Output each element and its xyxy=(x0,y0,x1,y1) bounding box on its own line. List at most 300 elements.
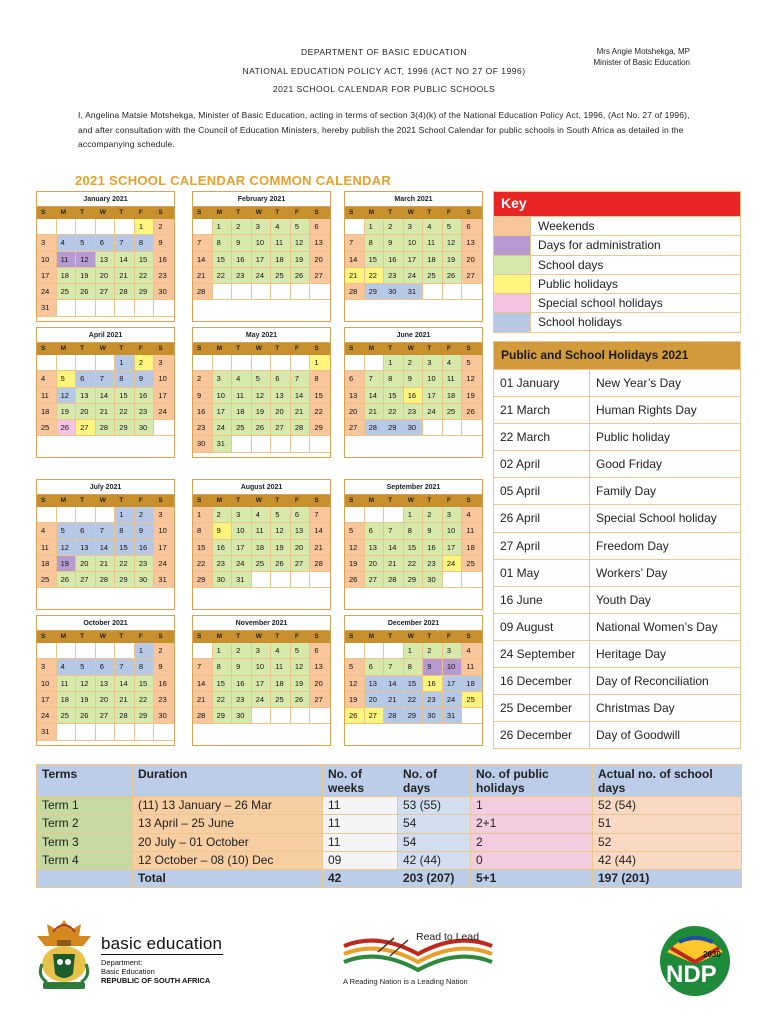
ndp-text: NDP xyxy=(666,961,717,988)
weekday-letter: T xyxy=(427,345,432,352)
month-calendar xyxy=(344,327,483,458)
weekday-letter: S xyxy=(197,345,202,352)
weekday-letter: T xyxy=(275,633,280,640)
weekday-letter: S xyxy=(314,345,319,352)
day-cell: 2 xyxy=(384,219,404,235)
day-cell: 15 xyxy=(135,676,155,692)
weekday-letter: T xyxy=(388,209,393,216)
key-item xyxy=(494,255,740,274)
day-cell: 23 xyxy=(135,556,155,572)
day-cell: 23 xyxy=(232,268,252,284)
term-public-holidays: 2+1 xyxy=(471,815,593,833)
holiday-row xyxy=(494,667,740,694)
holiday-name: Public holiday xyxy=(596,430,671,445)
dbe-divider xyxy=(101,954,223,955)
empty-day-cell xyxy=(443,420,463,436)
weekday-letter: T xyxy=(236,345,241,352)
day-cell: 8 xyxy=(404,523,424,539)
day-cell: 28 xyxy=(115,284,135,300)
empty-day-cell xyxy=(271,436,291,452)
day-cell: 18 xyxy=(57,692,77,708)
day-grid xyxy=(37,355,174,436)
month-calendar xyxy=(192,479,331,610)
day-cell: 4 xyxy=(57,659,77,675)
day-cell: 10 xyxy=(443,659,463,675)
day-cell: 2 xyxy=(404,355,424,371)
day-cell: 17 xyxy=(37,268,57,284)
day-cell: 3 xyxy=(232,507,252,523)
terms-header-holidays: No. of public holidays xyxy=(471,765,593,797)
weekday-letter: S xyxy=(41,209,46,216)
day-cell: 8 xyxy=(115,523,135,539)
empty-day-cell xyxy=(232,284,252,300)
empty-day-cell xyxy=(291,355,311,371)
holiday-name: Youth Day xyxy=(596,592,651,607)
term-public-holidays: 1 xyxy=(471,797,593,815)
day-cell: 30 xyxy=(384,284,404,300)
day-cell: 27 xyxy=(365,572,385,588)
key-swatch xyxy=(494,313,531,331)
key-swatch xyxy=(494,236,531,254)
day-cell: 17 xyxy=(423,388,443,404)
day-cell: 14 xyxy=(310,523,330,539)
empty-day-cell xyxy=(271,572,291,588)
day-cell: 28 xyxy=(193,708,213,724)
weekday-letter: T xyxy=(80,633,85,640)
day-cell: 19 xyxy=(57,556,77,572)
month-title: December 2021 xyxy=(345,616,482,631)
holiday-name: Human Rights Day xyxy=(596,403,697,418)
day-cell: 26 xyxy=(345,708,365,724)
day-cell: 14 xyxy=(115,676,135,692)
day-cell: 28 xyxy=(310,556,330,572)
empty-day-cell xyxy=(384,643,404,659)
empty-day-cell xyxy=(345,643,365,659)
day-cell: 20 xyxy=(291,540,311,556)
holiday-date: 01 May xyxy=(494,560,590,586)
day-cell: 15 xyxy=(404,676,424,692)
day-cell: 28 xyxy=(193,284,213,300)
day-cell: 2 xyxy=(213,507,233,523)
day-cell: 18 xyxy=(423,252,443,268)
day-cell: 27 xyxy=(310,268,330,284)
day-cell: 15 xyxy=(115,388,135,404)
weekday-letter: W xyxy=(99,633,106,640)
holiday-row xyxy=(494,586,740,613)
weekday-letter: T xyxy=(388,633,393,640)
day-cell: 19 xyxy=(443,252,463,268)
header-department: DEPARTMENT OF BASIC EDUCATION xyxy=(301,47,467,57)
day-cell: 2 xyxy=(193,371,213,387)
holiday-name: Workers’ Day xyxy=(596,565,668,580)
weekday-letter: T xyxy=(236,209,241,216)
holiday-name: Day of Reconciliation xyxy=(596,674,709,689)
key-label: Special school holidays xyxy=(538,296,663,311)
term-row xyxy=(37,833,742,851)
day-cell: 28 xyxy=(291,420,311,436)
day-cell: 14 xyxy=(193,252,213,268)
day-cell: 23 xyxy=(213,556,233,572)
empty-day-cell xyxy=(310,284,330,300)
day-cell: 7 xyxy=(193,659,213,675)
day-cell: 17 xyxy=(154,388,174,404)
weekday-letter: F xyxy=(446,497,451,504)
empty-day-cell xyxy=(135,724,155,740)
day-cell: 16 xyxy=(213,540,233,556)
day-cell: 4 xyxy=(252,507,272,523)
term-duration: 13 April – 25 June xyxy=(133,815,323,833)
day-cell: 9 xyxy=(384,235,404,251)
empty-day-cell xyxy=(96,507,116,523)
month-calendar xyxy=(36,191,175,322)
day-cell: 16 xyxy=(193,404,213,420)
day-grid xyxy=(193,219,330,300)
day-cell: 17 xyxy=(252,252,272,268)
day-cell: 4 xyxy=(232,371,252,387)
day-cell: 27 xyxy=(96,708,116,724)
empty-day-cell xyxy=(423,420,443,436)
day-cell: 23 xyxy=(232,692,252,708)
day-cell: 20 xyxy=(96,268,116,284)
day-grid xyxy=(37,643,174,741)
day-cell: 14 xyxy=(365,388,385,404)
day-grid xyxy=(37,507,174,588)
day-cell: 10 xyxy=(443,523,463,539)
day-cell: 14 xyxy=(384,676,404,692)
empty-day-cell xyxy=(384,507,404,523)
day-cell: 24 xyxy=(252,268,272,284)
weekday-letter: W xyxy=(255,209,262,216)
day-cell: 12 xyxy=(271,523,291,539)
day-cell: 27 xyxy=(310,692,330,708)
day-cell: 18 xyxy=(37,556,57,572)
day-cell: 11 xyxy=(252,523,272,539)
weekday-header xyxy=(193,343,330,355)
dbe-department xyxy=(101,958,155,976)
day-cell: 15 xyxy=(384,388,404,404)
day-cell: 14 xyxy=(384,540,404,556)
terms-header-term: Terms xyxy=(37,765,133,797)
weekday-letter: S xyxy=(466,209,471,216)
day-cell: 7 xyxy=(193,235,213,251)
holidays-list xyxy=(494,369,740,748)
empty-day-cell xyxy=(115,724,135,740)
day-cell: 15 xyxy=(193,540,213,556)
term-actual-days: 52 xyxy=(593,833,742,851)
day-cell: 24 xyxy=(423,404,443,420)
weekday-letter: F xyxy=(138,209,143,216)
day-cell: 6 xyxy=(76,371,96,387)
day-cell: 13 xyxy=(76,540,96,556)
day-cell: 8 xyxy=(384,371,404,387)
day-cell: 4 xyxy=(271,643,291,659)
empty-day-cell xyxy=(462,420,482,436)
term-weeks: 11 xyxy=(323,797,398,815)
day-cell: 28 xyxy=(96,420,116,436)
day-cell: 12 xyxy=(76,252,96,268)
day-cell: 4 xyxy=(37,523,57,539)
holiday-row xyxy=(494,613,740,640)
weekday-letter: F xyxy=(138,633,143,640)
total-blank xyxy=(37,870,133,888)
day-cell: 30 xyxy=(135,420,155,436)
day-cell: 4 xyxy=(462,507,482,523)
day-cell: 4 xyxy=(57,235,77,251)
day-cell: 20 xyxy=(345,404,365,420)
terms-header-row xyxy=(37,765,742,797)
empty-day-cell xyxy=(213,284,233,300)
holiday-date: 21 March xyxy=(494,397,590,423)
day-cell: 25 xyxy=(37,420,57,436)
weekday-letter: S xyxy=(314,497,319,504)
day-cell: 17 xyxy=(37,692,57,708)
weekday-letter: W xyxy=(407,633,414,640)
day-cell: 23 xyxy=(384,268,404,284)
day-cell: 18 xyxy=(37,404,57,420)
month-title: July 2021 xyxy=(37,480,174,495)
holiday-row xyxy=(494,559,740,586)
day-cell: 25 xyxy=(57,708,77,724)
month-calendar xyxy=(344,191,483,322)
empty-day-cell xyxy=(96,724,116,740)
key-swatch xyxy=(494,217,531,235)
terms-body xyxy=(37,797,742,888)
month-title: October 2021 xyxy=(37,616,174,631)
day-cell: 14 xyxy=(96,388,116,404)
day-cell: 22 xyxy=(115,556,135,572)
day-cell: 17 xyxy=(252,676,272,692)
weekday-letter: M xyxy=(60,345,66,352)
weekday-letter: W xyxy=(99,497,106,504)
empty-day-cell xyxy=(96,219,116,235)
term-duration: 12 October – 08 (10) Dec xyxy=(133,851,323,869)
day-cell: 7 xyxy=(365,371,385,387)
weekday-letter: M xyxy=(216,633,222,640)
weekday-letter: S xyxy=(158,633,163,640)
day-cell: 12 xyxy=(291,235,311,251)
empty-day-cell xyxy=(76,507,96,523)
total-label: Total xyxy=(133,870,323,888)
day-cell: 7 xyxy=(384,659,404,675)
day-cell: 10 xyxy=(213,388,233,404)
weekday-letter: T xyxy=(388,497,393,504)
weekday-header xyxy=(37,495,174,507)
key-label: Public holidays xyxy=(538,276,619,291)
month-title: February 2021 xyxy=(193,192,330,207)
weekday-letter: W xyxy=(407,209,414,216)
weekday-letter: S xyxy=(41,345,46,352)
holiday-name: New Year’s Day xyxy=(596,376,681,390)
empty-day-cell xyxy=(57,300,77,316)
day-cell: 29 xyxy=(135,284,155,300)
day-cell: 5 xyxy=(76,659,96,675)
day-cell: 8 xyxy=(213,235,233,251)
day-cell: 4 xyxy=(462,643,482,659)
weekday-letter: T xyxy=(119,209,124,216)
day-cell: 9 xyxy=(154,659,174,675)
day-cell: 23 xyxy=(193,420,213,436)
weekday-letter: T xyxy=(427,633,432,640)
day-cell: 1 xyxy=(213,219,233,235)
weekday-letter: S xyxy=(41,497,46,504)
day-cell: 12 xyxy=(57,540,77,556)
day-cell: 23 xyxy=(135,404,155,420)
day-cell: 13 xyxy=(365,540,385,556)
total-days: 203 (207) xyxy=(398,870,471,888)
day-cell: 18 xyxy=(462,676,482,692)
day-cell: 26 xyxy=(57,572,77,588)
header-calendar: 2021 SCHOOL CALENDAR FOR PUBLIC SCHOOLS xyxy=(272,84,496,94)
dbe-line-1: Department: xyxy=(101,958,143,967)
empty-day-cell xyxy=(462,572,482,588)
day-cell: 9 xyxy=(135,523,155,539)
empty-day-cell xyxy=(365,355,385,371)
day-cell: 27 xyxy=(96,284,116,300)
day-cell: 21 xyxy=(115,268,135,284)
empty-day-cell xyxy=(443,284,463,300)
day-cell: 11 xyxy=(37,540,57,556)
day-cell: 22 xyxy=(193,556,213,572)
day-cell: 1 xyxy=(115,355,135,371)
day-cell: 22 xyxy=(310,404,330,420)
day-grid xyxy=(345,355,482,436)
day-cell: 18 xyxy=(252,540,272,556)
holiday-date: 05 April xyxy=(494,478,590,504)
day-cell: 11 xyxy=(271,659,291,675)
day-grid xyxy=(345,219,482,300)
empty-day-cell xyxy=(365,507,385,523)
day-cell: 24 xyxy=(154,404,174,420)
holiday-row xyxy=(494,721,740,748)
day-cell: 20 xyxy=(310,252,330,268)
key-list xyxy=(494,216,740,332)
day-cell: 4 xyxy=(423,219,443,235)
day-cell: 2 xyxy=(232,643,252,659)
day-cell: 24 xyxy=(443,692,463,708)
day-cell: 28 xyxy=(384,708,404,724)
key-swatch xyxy=(494,275,531,293)
day-cell: 31 xyxy=(37,724,57,740)
empty-day-cell xyxy=(193,643,213,659)
day-cell: 11 xyxy=(423,235,443,251)
empty-day-cell xyxy=(252,355,272,371)
terms-total-row xyxy=(37,870,742,888)
month-calendar xyxy=(192,327,331,458)
day-cell: 10 xyxy=(154,371,174,387)
day-cell: 12 xyxy=(462,371,482,387)
day-cell: 24 xyxy=(37,708,57,724)
empty-day-cell xyxy=(310,708,330,724)
day-cell: 20 xyxy=(365,556,385,572)
day-cell: 2 xyxy=(232,219,252,235)
day-cell: 10 xyxy=(154,523,174,539)
day-cell: 17 xyxy=(443,540,463,556)
weekday-letter: M xyxy=(368,345,374,352)
empty-day-cell xyxy=(423,284,443,300)
day-cell: 11 xyxy=(57,252,77,268)
day-cell: 26 xyxy=(57,420,77,436)
read-to-lead-logo xyxy=(338,928,498,992)
day-cell: 13 xyxy=(345,388,365,404)
day-cell: 17 xyxy=(443,676,463,692)
empty-day-cell xyxy=(76,643,96,659)
month-title: June 2021 xyxy=(345,328,482,343)
day-cell: 25 xyxy=(271,268,291,284)
day-cell: 8 xyxy=(310,371,330,387)
day-cell: 14 xyxy=(345,252,365,268)
day-cell: 13 xyxy=(291,523,311,539)
day-cell: 3 xyxy=(37,235,57,251)
day-cell: 6 xyxy=(365,523,385,539)
day-cell: 18 xyxy=(443,388,463,404)
day-cell: 3 xyxy=(252,643,272,659)
term-duration: (11) 13 January – 26 Mar xyxy=(133,797,323,815)
holiday-row xyxy=(494,477,740,504)
weekday-letter: F xyxy=(294,209,299,216)
weekday-header xyxy=(37,207,174,219)
weekday-letter: S xyxy=(314,633,319,640)
day-cell: 22 xyxy=(213,692,233,708)
day-cell: 19 xyxy=(291,676,311,692)
day-cell: 6 xyxy=(365,659,385,675)
weekday-letter: S xyxy=(197,209,202,216)
empty-day-cell xyxy=(365,643,385,659)
day-cell: 6 xyxy=(310,643,330,659)
month-calendar xyxy=(36,327,175,458)
day-cell: 14 xyxy=(291,388,311,404)
day-cell: 12 xyxy=(291,659,311,675)
weekday-letter: W xyxy=(255,497,262,504)
day-cell: 25 xyxy=(252,556,272,572)
day-cell: 21 xyxy=(115,692,135,708)
day-cell: 13 xyxy=(96,676,116,692)
day-cell: 31 xyxy=(154,572,174,588)
month-calendar xyxy=(344,479,483,610)
key-item xyxy=(494,293,740,312)
day-cell: 15 xyxy=(310,388,330,404)
day-cell: 29 xyxy=(404,708,424,724)
day-cell: 21 xyxy=(384,692,404,708)
empty-day-cell xyxy=(252,284,272,300)
day-cell: 16 xyxy=(384,252,404,268)
day-cell: 12 xyxy=(57,388,77,404)
day-cell: 22 xyxy=(135,692,155,708)
day-cell: 27 xyxy=(76,420,96,436)
holiday-row xyxy=(494,532,740,559)
day-cell: 7 xyxy=(115,235,135,251)
day-cell: 10 xyxy=(252,235,272,251)
weekday-letter: T xyxy=(80,497,85,504)
day-cell: 1 xyxy=(404,507,424,523)
day-cell: 7 xyxy=(345,235,365,251)
weekday-letter: M xyxy=(216,497,222,504)
day-cell: 9 xyxy=(193,388,213,404)
month-title: November 2021 xyxy=(193,616,330,631)
day-cell: 30 xyxy=(213,572,233,588)
day-cell: 21 xyxy=(365,404,385,420)
day-cell: 2 xyxy=(135,507,155,523)
empty-day-cell xyxy=(154,420,174,436)
day-cell: 5 xyxy=(345,523,365,539)
day-cell: 1 xyxy=(365,219,385,235)
day-cell: 28 xyxy=(384,572,404,588)
weekday-letter: F xyxy=(446,345,451,352)
empty-day-cell xyxy=(345,507,365,523)
day-cell: 22 xyxy=(213,268,233,284)
weekday-letter: F xyxy=(446,633,451,640)
day-cell: 17 xyxy=(404,252,424,268)
total-holidays: 5+1 xyxy=(471,870,593,888)
